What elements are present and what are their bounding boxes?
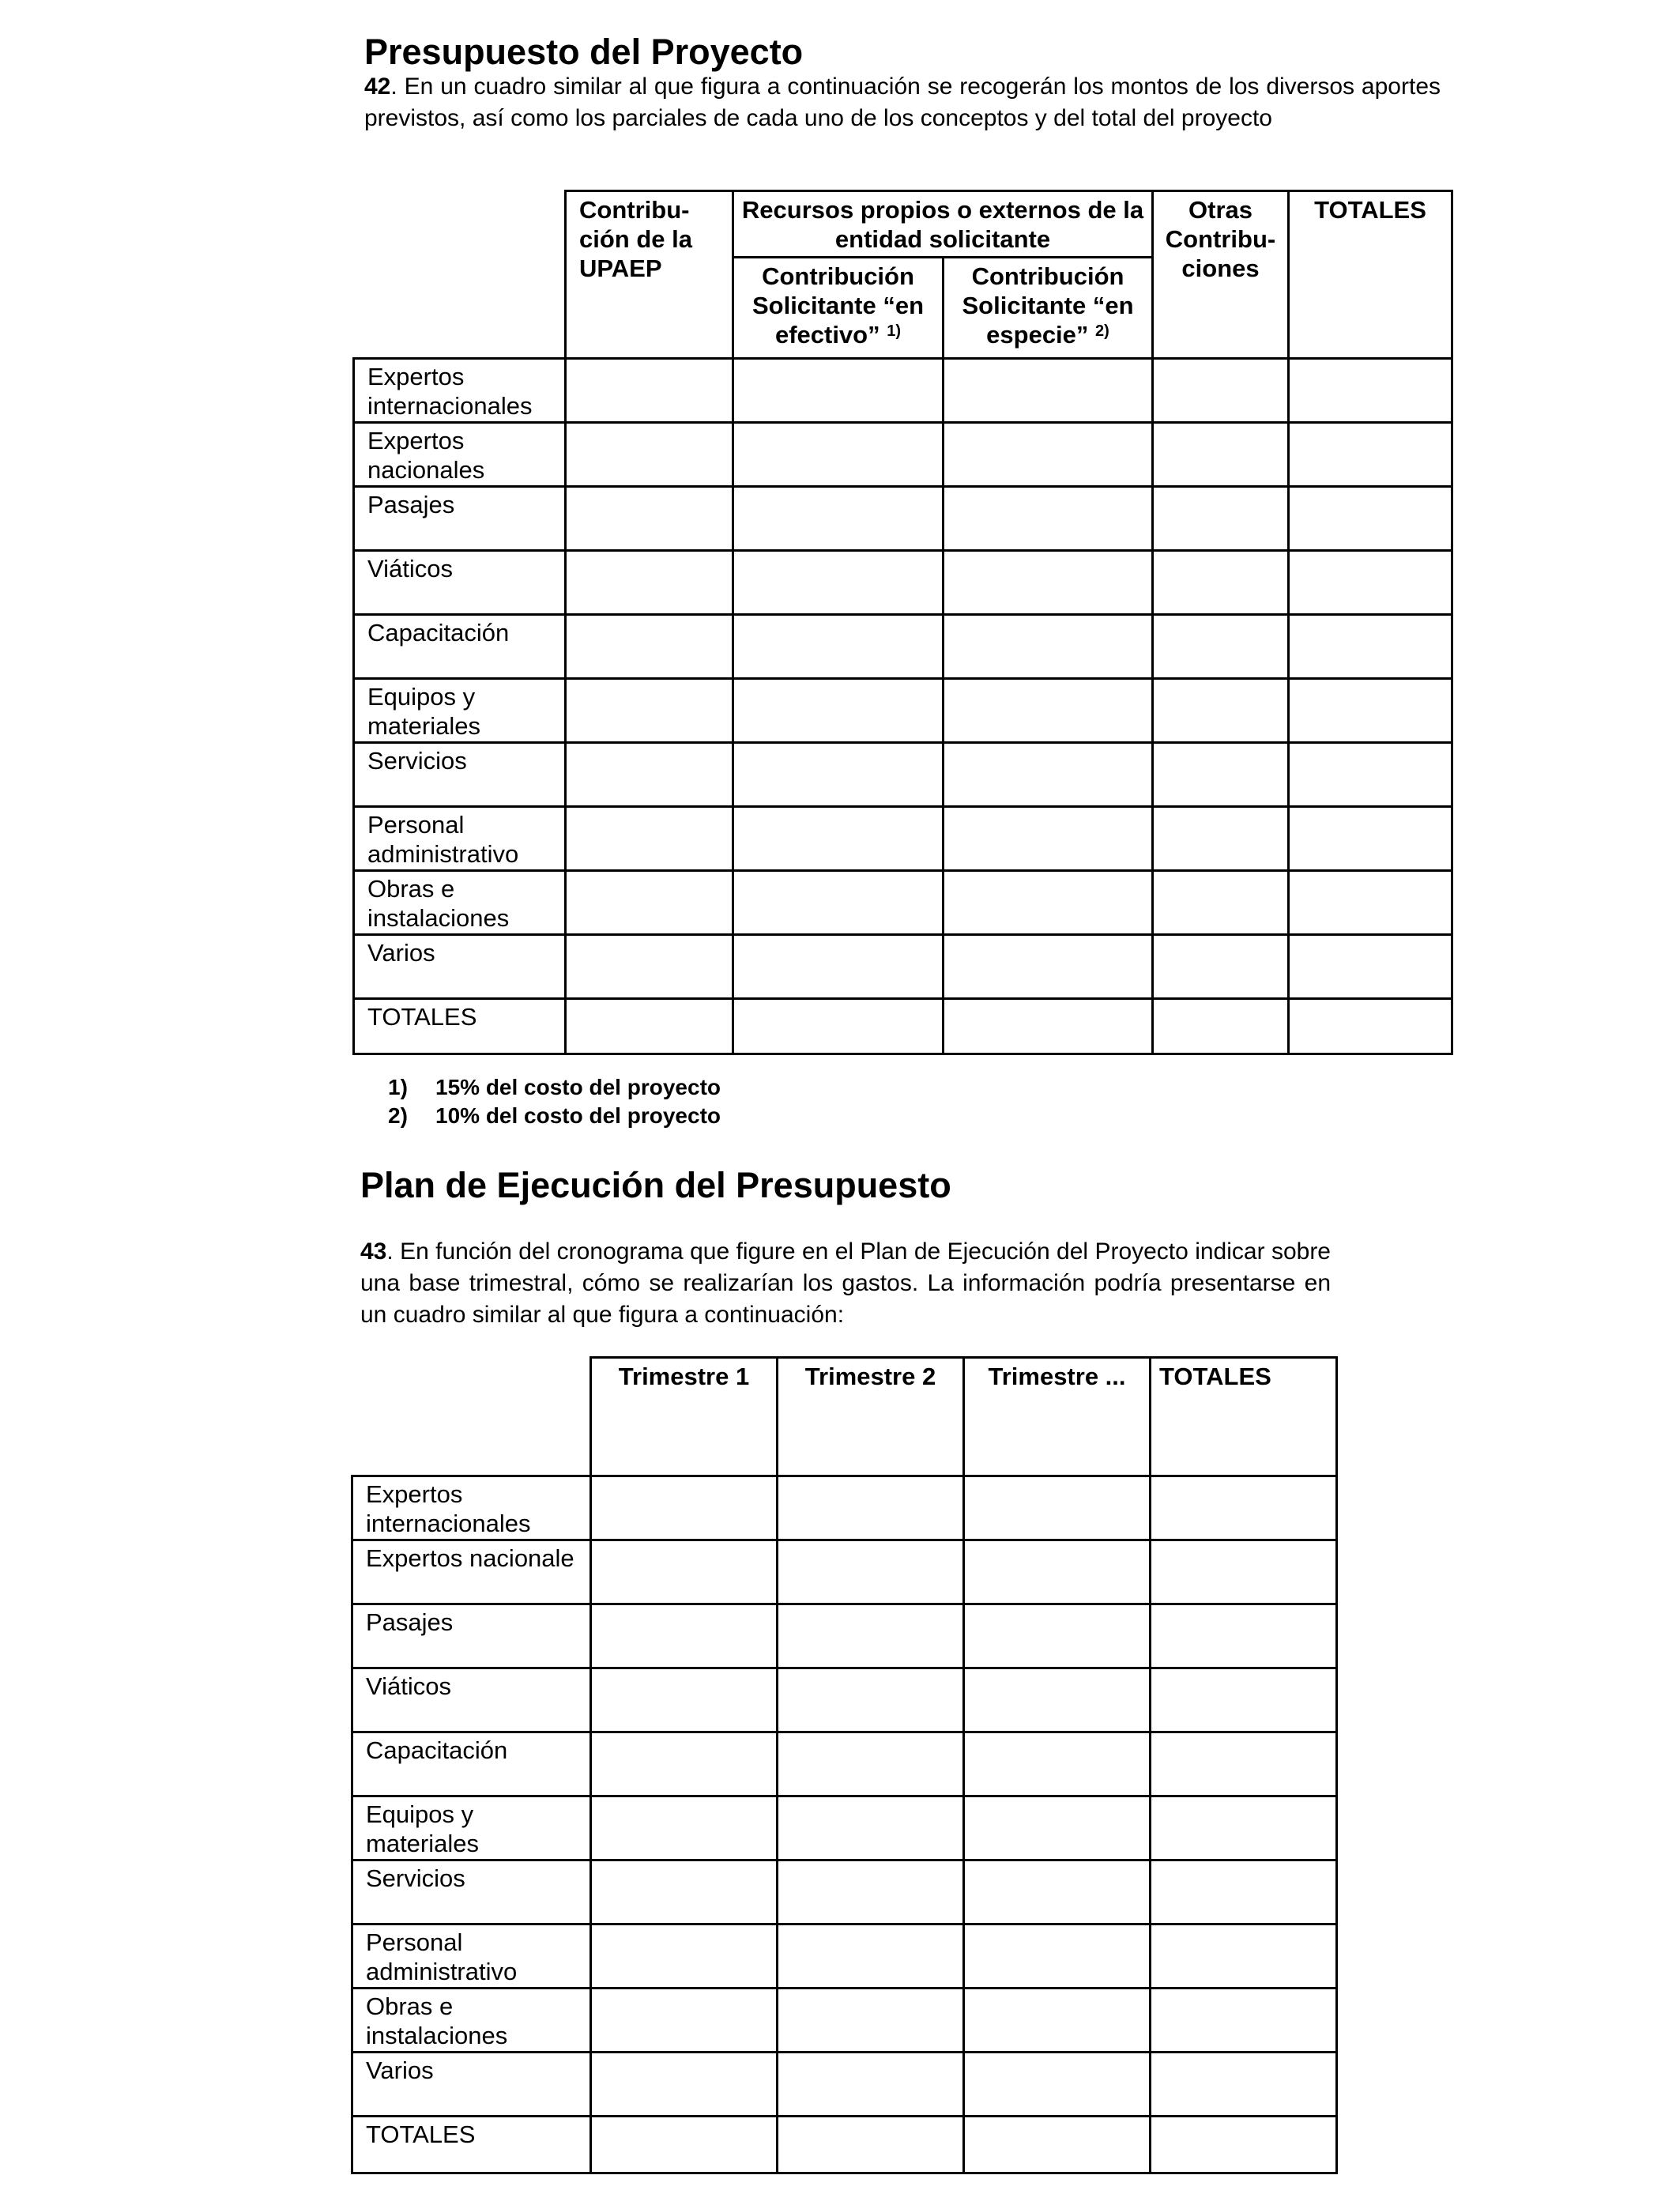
empty-cell[interactable] [1151,1796,1337,1860]
footnote-text: 15% del costo del proyecto [435,1075,721,1099]
table-row [354,871,1452,935]
empty-cell[interactable] [591,1924,778,1989]
empty-cell[interactable] [733,679,944,743]
table-row [354,423,1452,487]
empty-cell[interactable] [1151,1668,1337,1732]
empty-cell[interactable] [778,2117,964,2173]
table-row [352,2117,1337,2173]
empty-cell[interactable] [1289,679,1452,743]
corner-cell [354,191,566,359]
corner-cell [352,1358,591,1476]
table-row [352,1796,1337,1860]
footnote-num: 2) [388,1103,408,1128]
empty-cell[interactable] [591,2117,778,2173]
table-row [352,1860,1337,1924]
empty-cell[interactable] [944,871,1153,935]
empty-cell[interactable] [1153,871,1289,935]
empty-cell[interactable] [778,1924,964,1989]
table-row [354,487,1452,551]
table-row [352,2053,1337,2117]
empty-cell[interactable] [944,487,1153,551]
paragraph-text: . En función del cronograma que figure en el Plan de Ejecución del Proyecto indicar sobre una base trimestral, cómo se realizarían los gastos. La información podría presentarse en un cuadro similar al que figura a continuación: [360,1238,1331,1328]
paragraph-number: 42 [364,74,391,100]
empty-cell[interactable] [778,1540,964,1604]
empty-cell[interactable] [566,999,733,1054]
empty-cell[interactable] [1151,1924,1337,1989]
empty-cell[interactable] [778,1989,964,2053]
empty-cell[interactable] [1289,807,1452,871]
empty-cell[interactable] [964,1668,1151,1732]
row-label: Varios [352,2053,591,2117]
empty-cell[interactable] [591,1796,778,1860]
note-ref-1: 1) [887,322,902,340]
empty-cell[interactable] [944,743,1153,807]
paragraph-text: . En un cuadro similar al que figura a continuación se recogerán los montos de los diversos aportes previstos, así como los parciales de cada uno de los conceptos y del total del proyecto [364,74,1441,131]
empty-cell[interactable] [964,1476,1151,1540]
table-row [354,551,1452,615]
paragraph-number: 43 [360,1238,387,1265]
header-totales: TOTALES [1289,191,1452,359]
empty-cell[interactable] [733,871,944,935]
row-label: Expertos nacionales [354,423,566,487]
empty-cell[interactable] [733,935,944,999]
empty-cell[interactable] [591,1604,778,1668]
table-row [352,1924,1337,1989]
empty-cell[interactable] [566,615,733,679]
empty-cell[interactable] [944,935,1153,999]
empty-cell[interactable] [566,935,733,999]
empty-cell[interactable] [1153,679,1289,743]
empty-cell[interactable] [1289,935,1452,999]
empty-cell[interactable] [944,615,1153,679]
empty-cell[interactable] [1289,487,1452,551]
header-trimestre-2: Trimestre 2 [778,1358,964,1476]
header-trimestre-1: Trimestre 1 [591,1358,778,1476]
empty-cell[interactable] [964,1540,1151,1604]
empty-cell[interactable] [964,2053,1151,2117]
row-label: Servicios [354,743,566,807]
empty-cell[interactable] [566,423,733,487]
row-label: Obras e instalaciones [354,871,566,935]
empty-cell[interactable] [964,2117,1151,2173]
row-label: Viáticos [354,551,566,615]
paragraph-42 [364,71,1441,134]
footnote-1 [388,1073,721,1102]
empty-cell[interactable] [566,679,733,743]
empty-cell[interactable] [591,1732,778,1796]
empty-cell[interactable] [778,1476,964,1540]
empty-cell[interactable] [944,999,1153,1054]
empty-cell[interactable] [964,1924,1151,1989]
table-row [352,1540,1337,1604]
row-label: Pasajes [354,487,566,551]
empty-cell[interactable] [1151,1860,1337,1924]
section-title-plan: Plan de Ejecución del Presupuesto [360,1165,951,1205]
empty-cell[interactable] [964,1796,1151,1860]
table-row [354,615,1452,679]
header-otras: Otras Contribu-ciones [1153,191,1289,359]
note-ref-2: 2) [1095,322,1109,340]
table-row [352,1604,1337,1668]
empty-cell[interactable] [591,1989,778,2053]
empty-cell[interactable] [778,2053,964,2117]
footnotes [388,1073,721,1130]
footnote-text: 10% del costo del proyecto [435,1103,721,1128]
empty-cell[interactable] [778,1604,964,1668]
empty-cell[interactable] [964,1860,1151,1924]
header-trimestre-n: Trimestre ... [964,1358,1151,1476]
empty-cell[interactable] [1153,935,1289,999]
empty-cell[interactable] [1289,551,1452,615]
empty-cell[interactable] [566,807,733,871]
header-especie-label: Contribución Solicitante “en especie” [962,262,1134,349]
row-label: Varios [354,935,566,999]
empty-cell[interactable] [1151,2053,1337,2117]
empty-cell[interactable] [1289,359,1452,423]
empty-cell[interactable] [964,1989,1151,2053]
empty-cell[interactable] [1289,871,1452,935]
empty-cell[interactable] [566,551,733,615]
empty-cell[interactable] [944,551,1153,615]
empty-cell[interactable] [1153,423,1289,487]
row-label: Expertos nacionale [352,1540,591,1604]
empty-cell[interactable] [944,679,1153,743]
empty-cell[interactable] [1289,615,1452,679]
empty-cell[interactable] [944,359,1153,423]
empty-cell[interactable] [1153,615,1289,679]
header-upaep: Contribu-ción de la UPAEP [566,191,733,359]
empty-cell[interactable] [1151,1540,1337,1604]
empty-cell[interactable] [1153,487,1289,551]
empty-cell[interactable] [778,1732,964,1796]
empty-cell[interactable] [733,999,944,1054]
row-label: Servicios [352,1860,591,1924]
empty-cell[interactable] [1153,807,1289,871]
table-row [354,999,1452,1054]
empty-cell[interactable] [591,1860,778,1924]
empty-cell[interactable] [944,807,1153,871]
section-title-presupuesto: Presupuesto del Proyecto [364,32,804,72]
row-label: TOTALES [352,2117,591,2173]
table-row [352,1668,1337,1732]
table-row [354,743,1452,807]
table-row [354,935,1452,999]
empty-cell[interactable] [733,423,944,487]
row-label: TOTALES [354,999,566,1054]
empty-cell[interactable] [733,551,944,615]
header-efectivo-label: Contribución Solicitante “en efectivo” [751,262,925,349]
table-row [354,679,1452,743]
empty-cell[interactable] [733,615,944,679]
row-label: Capacitación [352,1732,591,1796]
empty-cell[interactable] [566,743,733,807]
row-label: Pasajes [352,1604,591,1668]
empty-cell[interactable] [1151,1732,1337,1796]
empty-cell[interactable] [1153,359,1289,423]
empty-cell[interactable] [964,1604,1151,1668]
empty-cell[interactable] [1153,551,1289,615]
row-label: Personal administrativo [352,1924,591,1989]
header-recursos: Recursos propios o externos de la entidad solicitante [733,191,1153,258]
row-label: Expertos internacionales [352,1476,591,1540]
row-label: Capacitación [354,615,566,679]
empty-cell[interactable] [778,1668,964,1732]
empty-cell[interactable] [1153,743,1289,807]
empty-cell[interactable] [964,1732,1151,1796]
table-row [352,1476,1337,1540]
empty-cell[interactable] [591,2053,778,2117]
row-label: Equipos y materiales [354,679,566,743]
row-label: Expertos internacionales [354,359,566,423]
empty-cell[interactable] [778,1860,964,1924]
row-label: Personal administrativo [354,807,566,871]
empty-cell[interactable] [1151,1476,1337,1540]
table-row [352,1732,1337,1796]
schedule-table [351,1356,1338,2174]
empty-cell[interactable] [1289,423,1452,487]
row-label: Viáticos [352,1668,591,1732]
empty-cell[interactable] [733,807,944,871]
empty-cell[interactable] [1289,743,1452,807]
row-label: Equipos y materiales [352,1796,591,1860]
empty-cell[interactable] [778,1796,964,1860]
empty-cell[interactable] [1151,2117,1337,2173]
footnote-2 [388,1102,721,1130]
table-row [354,807,1452,871]
empty-cell[interactable] [566,359,733,423]
budget-table [352,190,1453,1055]
empty-cell[interactable] [591,1476,778,1540]
header-totales: TOTALES [1151,1358,1337,1476]
empty-cell[interactable] [733,359,944,423]
empty-cell[interactable] [1151,1604,1337,1668]
empty-cell[interactable] [733,487,944,551]
empty-cell[interactable] [566,487,733,551]
header-especie [944,258,1153,359]
empty-cell[interactable] [1289,999,1452,1054]
empty-cell[interactable] [591,1540,778,1604]
empty-cell[interactable] [1151,1989,1337,2053]
row-label: Obras e instalaciones [352,1989,591,2053]
empty-cell[interactable] [566,871,733,935]
empty-cell[interactable] [591,1668,778,1732]
empty-cell[interactable] [733,743,944,807]
paragraph-43 [360,1236,1331,1331]
empty-cell[interactable] [1153,999,1289,1054]
footnote-num: 1) [388,1075,408,1099]
table-row [352,1989,1337,2053]
header-efectivo [733,258,944,359]
table-row [354,359,1452,423]
empty-cell[interactable] [944,423,1153,487]
